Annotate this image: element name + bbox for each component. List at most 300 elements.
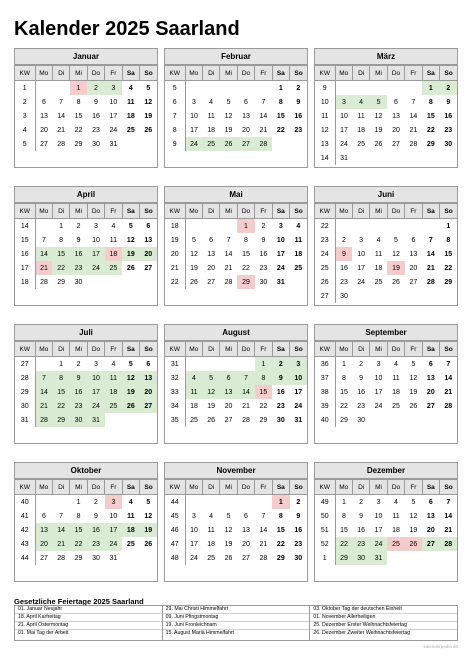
week-row bbox=[15, 123, 157, 137]
day-cell: 14 bbox=[259, 526, 268, 534]
day-cell: 3 bbox=[359, 236, 364, 244]
week-number: 22 bbox=[315, 219, 335, 234]
holidays-column bbox=[15, 606, 163, 640]
weekday-header: Do bbox=[387, 342, 404, 357]
day-cell: 23 bbox=[294, 540, 303, 548]
month-name: Januar bbox=[15, 49, 157, 65]
week-number: 26 bbox=[315, 275, 335, 289]
day-cell: 23 bbox=[92, 126, 100, 134]
day-cell: 24 bbox=[109, 126, 118, 134]
day-cell bbox=[220, 219, 237, 234]
day-cell bbox=[335, 219, 352, 234]
day-cell: 20 bbox=[140, 247, 157, 261]
day-cell: 6 bbox=[42, 98, 46, 106]
day-cell: 22 bbox=[276, 540, 285, 548]
month-name: April bbox=[15, 187, 157, 203]
day-cell: 19 bbox=[224, 126, 233, 134]
month-block bbox=[164, 324, 308, 444]
weekday-header: Mo bbox=[335, 480, 352, 495]
week-row bbox=[15, 247, 157, 261]
day-cell: 8 bbox=[428, 98, 433, 106]
week-row bbox=[15, 275, 157, 289]
day-cell: 24 bbox=[190, 554, 198, 562]
day-cell: 27 bbox=[40, 554, 48, 562]
day-cell: 15 bbox=[52, 247, 69, 261]
week-row bbox=[315, 357, 457, 372]
holidays-title: Gesetzliche Feiertage 2025 Saarland bbox=[14, 597, 144, 606]
weekday-header: Fr bbox=[105, 204, 122, 219]
day-cell: 21 bbox=[242, 402, 250, 410]
day-cell: 13 bbox=[144, 236, 153, 244]
weekday-header: Di bbox=[52, 480, 69, 495]
day-cell: 21 bbox=[259, 540, 268, 548]
weekday-header: Sa bbox=[122, 66, 139, 81]
day-cell: 23 bbox=[294, 126, 303, 134]
day-cell: 25 bbox=[392, 402, 400, 410]
day-cell: 10 bbox=[109, 512, 118, 520]
weekday-header: Do bbox=[87, 66, 104, 81]
day-cell: 2 bbox=[76, 360, 81, 368]
week-row bbox=[315, 137, 457, 151]
week-row bbox=[315, 371, 457, 385]
week-number: 11 bbox=[315, 109, 335, 123]
week-number: 52 bbox=[315, 537, 335, 551]
weekday-header: So bbox=[440, 66, 457, 81]
day-cell: 4 bbox=[352, 95, 369, 109]
day-cell: 29 bbox=[74, 554, 83, 562]
day-cell: 27 bbox=[242, 554, 250, 562]
weekday-header: Mi bbox=[70, 480, 87, 495]
day-cell: 16 bbox=[70, 247, 87, 261]
day-cell: 13 bbox=[242, 112, 250, 120]
day-cell: 1 bbox=[255, 357, 272, 372]
week-number: 5 bbox=[15, 137, 35, 151]
day-cell bbox=[370, 219, 387, 234]
day-cell: 20 bbox=[207, 264, 216, 272]
month-name: Dezember bbox=[315, 463, 457, 479]
day-cell: 12 bbox=[392, 250, 400, 258]
day-cell: 25 bbox=[387, 537, 404, 551]
weekday-header: Do bbox=[237, 342, 254, 357]
week-number: 43 bbox=[15, 537, 35, 551]
week-row bbox=[165, 137, 307, 151]
day-cell: 21 bbox=[224, 264, 233, 272]
day-cell: 7 bbox=[446, 498, 451, 506]
week-number: 19 bbox=[165, 233, 185, 247]
weekday-header: Sa bbox=[422, 342, 439, 357]
week-row bbox=[15, 109, 157, 123]
day-cell: 24 bbox=[87, 261, 104, 275]
day-cell: 15 bbox=[242, 250, 250, 258]
week-row bbox=[15, 413, 157, 427]
day-cell: 21 bbox=[57, 126, 66, 134]
day-cell: 6 bbox=[42, 512, 46, 520]
day-cell: 10 bbox=[92, 236, 100, 244]
day-cell: 26 bbox=[220, 137, 237, 151]
weekday-header: Di bbox=[202, 480, 219, 495]
day-cell: 11 bbox=[357, 112, 365, 120]
day-cell: 21 bbox=[409, 126, 418, 134]
week-number: 23 bbox=[315, 233, 335, 247]
weekday-header: Di bbox=[52, 66, 69, 81]
day-cell: 28 bbox=[35, 413, 52, 427]
day-cell: 23 bbox=[444, 126, 453, 134]
day-cell: 23 bbox=[87, 537, 104, 551]
week-number: 14 bbox=[15, 219, 35, 234]
day-cell: 1 bbox=[342, 360, 346, 368]
weekday-header: Do bbox=[87, 480, 104, 495]
day-cell: 2 bbox=[342, 236, 346, 244]
day-cell: 12 bbox=[224, 112, 233, 120]
holidays-column bbox=[310, 606, 457, 640]
week-number: 37 bbox=[315, 371, 335, 385]
day-cell: 2 bbox=[272, 357, 289, 372]
day-cell: 26 bbox=[374, 140, 383, 148]
day-cell bbox=[422, 413, 439, 427]
week-number: 14 bbox=[315, 151, 335, 165]
week-row bbox=[15, 551, 157, 565]
day-cell: 22 bbox=[444, 264, 453, 272]
week-number: 44 bbox=[165, 495, 185, 510]
day-cell: 17 bbox=[190, 126, 198, 134]
day-cell bbox=[202, 81, 219, 96]
day-cell: 21 bbox=[426, 264, 435, 272]
weekday-header: Mi bbox=[220, 480, 237, 495]
weekday-header: Fr bbox=[105, 480, 122, 495]
day-cell: 14 bbox=[426, 250, 435, 258]
day-cell: 22 bbox=[70, 537, 87, 551]
weekday-header: KW bbox=[165, 66, 185, 81]
day-cell: 5 bbox=[202, 371, 219, 385]
day-cell: 5 bbox=[370, 95, 387, 109]
weekday-header: KW bbox=[315, 480, 335, 495]
day-cell: 28 bbox=[409, 140, 418, 148]
day-cell: 19 bbox=[190, 264, 198, 272]
day-cell: 2 bbox=[440, 81, 457, 96]
day-cell: 22 bbox=[340, 402, 348, 410]
week-number: 33 bbox=[165, 385, 185, 399]
weekday-header: KW bbox=[315, 342, 335, 357]
day-cell: 9 bbox=[70, 371, 87, 385]
week-row bbox=[15, 357, 157, 372]
day-cell: 15 bbox=[52, 385, 69, 399]
day-cell: 18 bbox=[122, 523, 139, 537]
day-cell: 29 bbox=[276, 554, 285, 562]
day-cell bbox=[387, 151, 404, 165]
day-cell bbox=[87, 275, 104, 289]
day-cell bbox=[335, 81, 352, 96]
week-row bbox=[15, 95, 157, 109]
day-cell: 28 bbox=[426, 278, 435, 286]
week-row bbox=[315, 81, 457, 96]
weekday-header: Do bbox=[237, 204, 254, 219]
day-cell: 23 bbox=[70, 261, 87, 275]
day-cell: 18 bbox=[105, 385, 122, 399]
day-cell: 26 bbox=[122, 399, 139, 413]
month-block bbox=[314, 324, 458, 444]
holiday-item: 15. August Mariä Himmelfahrt bbox=[165, 630, 235, 636]
week-number: 7 bbox=[165, 109, 185, 123]
day-cell bbox=[105, 413, 122, 427]
day-cell: 12 bbox=[144, 512, 153, 520]
week-number: 32 bbox=[165, 371, 185, 385]
day-cell: 5 bbox=[128, 360, 133, 368]
week-number: 27 bbox=[315, 289, 335, 303]
day-cell: 8 bbox=[342, 374, 346, 382]
day-cell: 15 bbox=[340, 388, 348, 396]
day-cell: 10 bbox=[374, 374, 383, 382]
week-row bbox=[165, 247, 307, 261]
week-row bbox=[15, 537, 157, 551]
day-cell: 23 bbox=[276, 402, 285, 410]
week-row bbox=[315, 233, 457, 247]
month-block bbox=[314, 462, 458, 582]
week-row bbox=[315, 509, 457, 523]
day-cell: 4 bbox=[209, 98, 214, 106]
weekday-header: Do bbox=[237, 66, 254, 81]
day-cell: 3 bbox=[376, 360, 381, 368]
day-cell: 8 bbox=[76, 98, 81, 106]
month-block bbox=[164, 48, 308, 168]
week-row bbox=[315, 495, 457, 510]
day-cell: 24 bbox=[185, 137, 202, 151]
day-cell: 30 bbox=[276, 416, 285, 424]
day-cell: 7 bbox=[42, 236, 46, 244]
week-number: 34 bbox=[165, 399, 185, 413]
day-cell bbox=[140, 137, 157, 151]
day-cell: 20 bbox=[224, 402, 233, 410]
week-row bbox=[165, 523, 307, 537]
weekday-header: Mo bbox=[35, 66, 52, 81]
week-row bbox=[165, 413, 307, 427]
week-number: 18 bbox=[165, 219, 185, 234]
day-cell: 31 bbox=[87, 413, 104, 427]
weekday-header: Do bbox=[87, 342, 104, 357]
weekday-header: Mi bbox=[70, 66, 87, 81]
weekday-header: Sa bbox=[422, 204, 439, 219]
week-row bbox=[165, 261, 307, 275]
day-cell: 4 bbox=[111, 360, 116, 368]
day-cell: 9 bbox=[359, 374, 364, 382]
week-number: 6 bbox=[165, 95, 185, 109]
weekday-header: So bbox=[440, 204, 457, 219]
week-number: 18 bbox=[15, 275, 35, 289]
day-cell: 12 bbox=[409, 374, 418, 382]
week-row bbox=[15, 219, 157, 234]
day-cell: 28 bbox=[242, 416, 250, 424]
day-cell: 15 bbox=[74, 112, 83, 120]
day-cell: 27 bbox=[207, 278, 216, 286]
weekday-header: Sa bbox=[122, 204, 139, 219]
week-number: 49 bbox=[315, 495, 335, 510]
weekday-header: Sa bbox=[122, 480, 139, 495]
week-row bbox=[165, 551, 307, 565]
weekday-header: Mo bbox=[185, 342, 202, 357]
day-cell: 30 bbox=[294, 554, 303, 562]
day-cell: 24 bbox=[294, 402, 303, 410]
month-name: März bbox=[315, 49, 457, 65]
month-name: Juni bbox=[315, 187, 457, 203]
day-cell bbox=[140, 551, 157, 565]
day-cell: 3 bbox=[94, 222, 98, 230]
day-cell bbox=[52, 81, 69, 96]
day-cell: 25 bbox=[105, 399, 122, 413]
day-cell: 23 bbox=[352, 537, 369, 551]
day-cell: 4 bbox=[209, 512, 214, 520]
day-cell: 30 bbox=[259, 278, 268, 286]
day-cell: 7 bbox=[237, 371, 254, 385]
holiday-item: 03. Oktober Tag der deutschen Einheit bbox=[310, 606, 457, 614]
day-cell: 10 bbox=[357, 250, 366, 258]
day-cell: 9 bbox=[446, 98, 451, 106]
day-cell: 19 bbox=[144, 112, 153, 120]
day-cell: 29 bbox=[74, 140, 83, 148]
day-cell bbox=[122, 275, 139, 289]
day-cell: 10 bbox=[374, 512, 383, 520]
day-cell bbox=[440, 413, 457, 427]
footer-credit: kalenderpedia.de bbox=[423, 644, 458, 649]
day-cell: 28 bbox=[255, 137, 272, 151]
weekday-header: So bbox=[290, 66, 307, 81]
day-cell: 11 bbox=[185, 385, 202, 399]
day-cell: 24 bbox=[105, 537, 122, 551]
weekday-header: Fr bbox=[105, 342, 122, 357]
day-cell bbox=[440, 551, 457, 565]
day-cell bbox=[352, 81, 369, 96]
day-cell: 18 bbox=[207, 126, 216, 134]
day-cell: 6 bbox=[146, 360, 151, 368]
day-cell: 14 bbox=[52, 523, 69, 537]
weekday-header: Mi bbox=[70, 342, 87, 357]
week-row bbox=[165, 537, 307, 551]
day-cell: 30 bbox=[340, 292, 348, 300]
day-cell: 18 bbox=[294, 250, 303, 258]
holidays-column bbox=[163, 606, 311, 640]
day-cell: 9 bbox=[296, 512, 301, 520]
day-cell: 7 bbox=[59, 512, 64, 520]
month-name: September bbox=[315, 325, 457, 341]
weekday-header: KW bbox=[15, 480, 35, 495]
week-number: 48 bbox=[165, 551, 185, 565]
day-cell: 27 bbox=[140, 399, 157, 413]
day-cell: 26 bbox=[392, 278, 400, 286]
weekday-header: So bbox=[290, 342, 307, 357]
month-name: Juli bbox=[15, 325, 157, 341]
day-cell bbox=[370, 289, 387, 303]
week-row bbox=[165, 495, 307, 510]
day-cell: 8 bbox=[76, 512, 81, 520]
day-cell: 11 bbox=[105, 371, 122, 385]
day-cell bbox=[185, 357, 202, 372]
day-cell: 16 bbox=[70, 385, 87, 399]
day-cell: 17 bbox=[276, 250, 285, 258]
week-number: 1 bbox=[15, 81, 35, 96]
day-cell: 28 bbox=[57, 140, 66, 148]
day-cell: 18 bbox=[392, 526, 400, 534]
weekday-header: Mi bbox=[370, 66, 387, 81]
day-cell bbox=[405, 289, 422, 303]
day-cell: 12 bbox=[374, 112, 383, 120]
day-cell: 9 bbox=[94, 512, 98, 520]
weekday-header: Mi bbox=[370, 204, 387, 219]
day-cell: 24 bbox=[374, 402, 383, 410]
day-cell: 5 bbox=[128, 222, 133, 230]
day-cell bbox=[405, 81, 422, 96]
day-cell: 25 bbox=[126, 540, 135, 548]
day-cell bbox=[35, 219, 52, 234]
day-cell: 2 bbox=[87, 81, 104, 96]
day-cell bbox=[440, 151, 457, 165]
day-cell: 16 bbox=[259, 250, 268, 258]
weekday-header: Do bbox=[387, 66, 404, 81]
day-cell: 12 bbox=[144, 98, 153, 106]
day-cell bbox=[220, 357, 237, 372]
day-cell: 5 bbox=[394, 236, 398, 244]
day-cell bbox=[35, 495, 52, 510]
day-cell: 15 bbox=[444, 250, 453, 258]
day-cell: 27 bbox=[409, 278, 418, 286]
weekday-header: Sa bbox=[272, 342, 289, 357]
week-number: 42 bbox=[15, 523, 35, 537]
day-cell bbox=[185, 81, 202, 96]
weekday-header: So bbox=[440, 342, 457, 357]
day-cell bbox=[52, 495, 69, 510]
week-row bbox=[165, 81, 307, 96]
week-number: 51 bbox=[315, 523, 335, 537]
day-cell bbox=[387, 81, 404, 96]
weekday-header: So bbox=[140, 204, 157, 219]
day-cell: 14 bbox=[35, 247, 52, 261]
weekday-header: Di bbox=[202, 204, 219, 219]
day-cell: 17 bbox=[105, 523, 122, 537]
day-cell: 25 bbox=[207, 554, 216, 562]
day-cell bbox=[422, 219, 439, 234]
day-cell: 19 bbox=[140, 523, 157, 537]
day-cell: 2 bbox=[359, 360, 364, 368]
day-cell: 31 bbox=[294, 416, 303, 424]
weekday-header: Fr bbox=[255, 66, 272, 81]
weekday-header: Fr bbox=[405, 480, 422, 495]
week-number: 29 bbox=[15, 385, 35, 399]
weekday-header: Di bbox=[352, 342, 369, 357]
day-cell: 12 bbox=[409, 512, 418, 520]
week-number: 8 bbox=[165, 123, 185, 137]
day-cell bbox=[105, 275, 122, 289]
day-cell: 2 bbox=[261, 222, 266, 230]
day-cell: 25 bbox=[126, 126, 135, 134]
day-cell: 16 bbox=[92, 112, 100, 120]
day-cell: 9 bbox=[359, 512, 364, 520]
day-cell: 26 bbox=[144, 540, 153, 548]
day-cell: 26 bbox=[207, 416, 216, 424]
day-cell: 1 bbox=[76, 498, 81, 506]
day-cell: 11 bbox=[127, 512, 135, 520]
day-cell: 6 bbox=[209, 236, 214, 244]
day-cell: 14 bbox=[409, 112, 418, 120]
day-cell: 3 bbox=[192, 98, 196, 106]
week-row bbox=[315, 275, 457, 289]
day-cell: 31 bbox=[109, 140, 118, 148]
day-cell bbox=[202, 495, 219, 510]
day-cell: 9 bbox=[296, 98, 301, 106]
day-cell: 11 bbox=[127, 98, 135, 106]
day-cell: 9 bbox=[272, 371, 289, 385]
weekday-header: Mo bbox=[335, 66, 352, 81]
day-cell: 20 bbox=[242, 126, 250, 134]
day-cell: 15 bbox=[276, 526, 285, 534]
day-cell: 31 bbox=[109, 554, 118, 562]
day-cell: 7 bbox=[261, 98, 266, 106]
